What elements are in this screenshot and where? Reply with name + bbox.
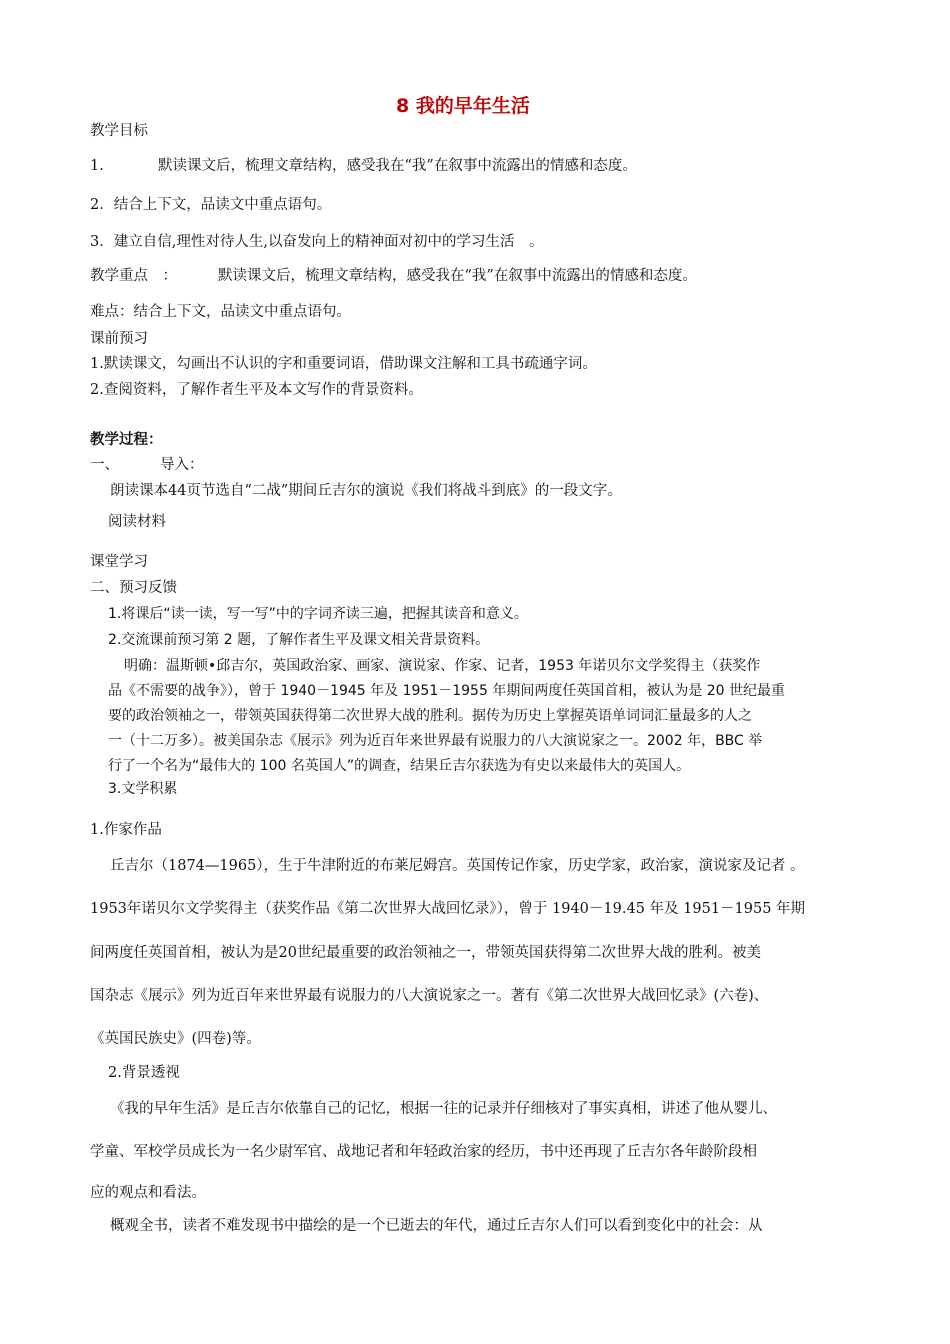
intro-text: 朗读课本44页节选自“二战”期间丘吉尔的演说《我们将战斗到底》的一段文字。 [110,483,622,499]
clarify-line: 一（十二万多）。被美国杂志《展示》列为近百年来世界最有说服力的八大演说家之一。2002 年，BBC 举 [108,733,763,749]
clarify-line: 明确：温斯顿•邱吉尔，英国政治家、画家、演说家、作家、记者，1953 年诺贝尔文学奖得主（获奖作 [124,658,761,674]
process-heading: 教学过程： [90,431,163,448]
works-line: 《英国民族史》(四卷)等。 [90,1031,261,1047]
clarify-line: 要的政治领袖之一，带领英国获得第二次世界大战的胜利。据传为历史上掌握英语单词词汇量最多的人之 [108,708,752,724]
preview-item-1: 1.默读课文，勾画出不认识的字和重要词语，借助课文注解和工具书疏通字词。 [90,356,597,372]
works-line: 丘吉尔（1874—1965），生于牛津附近的布莱尼姆宫。英国传记作家，历史学家，政治家，演说家及记者 。 [110,858,805,874]
feedback-item-3: 3.文学积累 [108,781,178,797]
reading-material: 阅读材料 [108,514,166,530]
objective-3: 3．建立自信,理性对待人生,以奋发向上的精神面对初中的学习生活 。 [90,234,544,250]
preview-item-2: 2.查阅资料，了解作者生平及本文写作的背景资料。 [90,382,423,398]
intro-label: 导入： [160,457,204,473]
objective-1-number: 1. [90,158,104,174]
intro-number: 一、 [90,457,119,473]
works-line: 国杂志《展示》列为近百年来世界最有说服力的八大演说家之一。著有《第二次世界大战回忆录》(六卷)、 [90,988,769,1004]
works-heading: 1.作家作品 [90,822,162,838]
background-line: 学童、军校学员成长为一名少尉军官、战地记者和年轻政治家的经历，书中还再现了丘吉尔各年龄阶段相 [90,1144,757,1160]
feedback-item-2: 2.交流课前预习第 2 题，了解作者生平及课文相关背景资料。 [108,632,490,648]
background-line: 应的观点和看法。 [90,1185,206,1201]
background-line: 《我的早年生活》是丘吉尔依靠自己的记忆，根据一往的记录并仔细核对了事实真相，讲述了他从婴儿、 [110,1101,777,1117]
difficulty: 难点：结合上下文，品读文中重点语句。 [90,304,351,320]
background-heading: 2.背景透视 [108,1065,180,1081]
classroom-heading: 课堂学习 [90,554,148,570]
key-point-label: 教学重点 ： [90,268,177,284]
page-title: 8 我的早年生活 [396,95,530,117]
objectives-heading: 教学目标 [90,123,148,139]
feedback-item-1: 1.将课后“读一读，写一写”中的字词齐读三遍，把握其读音和意义。 [108,606,528,622]
background-line: 概观全书，读者不难发现书中描绘的是一个已逝去的年代，通过丘吉尔人们可以看到变化中的社会：从 [110,1218,763,1234]
clarify-line: 品《不需要的战争》），曾于 1940－1945 年及 1951－1955 年期间两度任英国首相，被认为是 20 世纪最重 [108,683,786,699]
clarify-line: 行了一个名为“最伟大的 100 名英国人”的调查，结果丘吉尔获选为有史以来最伟大的英国人。 [108,758,691,774]
objective-2: 2．结合上下文，品读文中重点语句。 [90,197,332,213]
works-line: 1953年诺贝尔文学奖得主（获奖作品《第二次世界大战回忆录》），曾于 1940－19.45 年及 1951－1955 年期 [90,901,806,917]
works-line: 间两度任英国首相，被认为是20世纪最重要的政治领袖之一，带领英国获得第二次世界大战的胜利。被美 [90,945,761,961]
feedback-heading: 二、预习反馈 [90,580,177,596]
preview-heading: 课前预习 [90,331,148,347]
objective-1-text: 默读课文后，梳理文章结构，感受我在“我”在叙事中流露出的情感和态度。 [158,158,637,174]
key-point-text: 默读课文后，梳理文章结构，感受我在“我”在叙事中流露出的情感和态度。 [218,268,697,284]
